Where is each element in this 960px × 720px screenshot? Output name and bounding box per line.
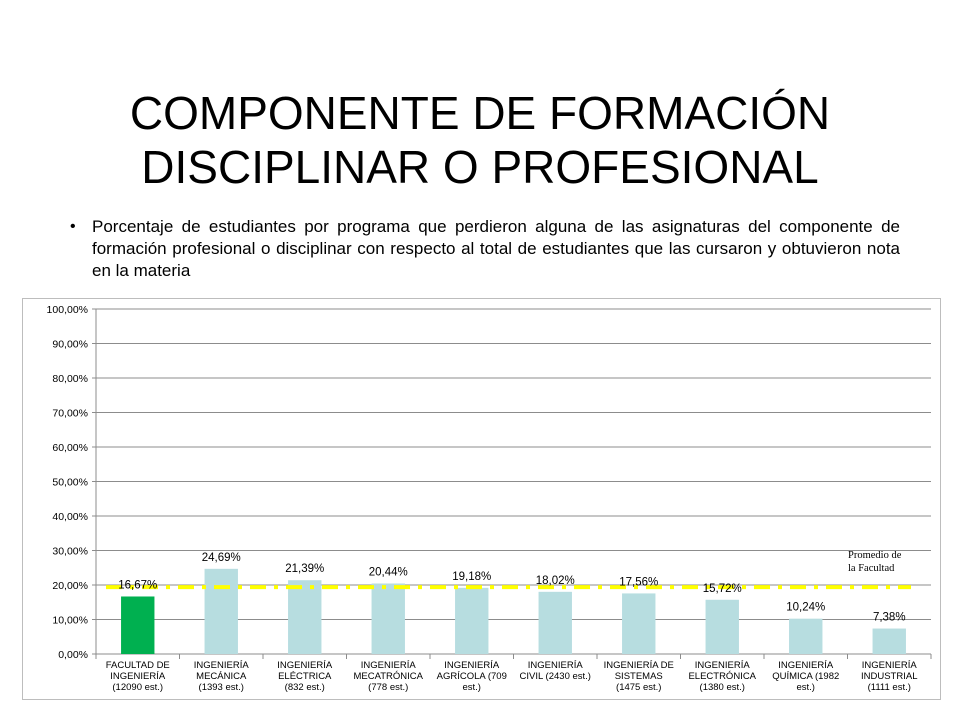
data-label: 16,67% [118,579,158,592]
category-label: INGENIERÍA [694,660,750,671]
bar [706,600,739,654]
category-label: CIVIL (2430 est.) [519,671,591,682]
data-label: 7,38% [872,611,906,624]
category-label: est.) [796,682,815,693]
slide-title-line-2: DISCIPLINAR O PROFESIONAL [141,141,819,193]
category-label: (1393 est.) [198,682,244,693]
chart-frame [22,298,941,700]
bar [873,629,906,654]
reference-line-label: la Facultad [848,563,895,575]
bar [539,592,572,654]
data-label: 20,44% [368,566,408,579]
bar [205,569,238,654]
category-label: INGENIERÍA [444,660,500,671]
bullet-icon: • [70,218,76,235]
bullet-text: Porcentaje de estudiantes por programa que perdieron alguna de las asignaturas del componente de formación profesional o disciplinar con respecto al total de estudiantes que las cursaron y obtuvieron nota en la materia [92,217,900,280]
category-label: SISTEMAS [614,671,663,682]
slide-title-line-1: COMPONENTE DE FORMACIÓN [129,87,831,139]
data-label: 17,56% [619,576,659,589]
category-label: ELECTRÓNICA [688,671,757,682]
y-tick-label: 40,00% [52,511,88,523]
category-label: INGENIERÍA [861,660,917,671]
category-label: AGRÍCOLA (709 [436,671,507,682]
category-label: INGENIERÍA [778,660,834,671]
y-tick-label: 100,00% [46,304,88,316]
category-label: INGENIERÍA [193,660,249,671]
bar [455,588,488,654]
y-tick-label: 20,00% [52,580,88,592]
y-tick-label: 0,00% [58,649,88,661]
data-label: 15,72% [702,582,742,595]
bar [372,583,405,654]
bar-chart [23,299,942,701]
category-label: (1380 est.) [699,682,745,693]
category-label: INGENIERÍA [110,671,166,682]
bar [288,580,321,654]
data-label: 24,69% [201,551,241,564]
category-label: INGENIERÍA DE [603,660,674,671]
reference-line-label: Promedio de [848,550,902,562]
category-label: (778 est.) [368,682,409,693]
y-tick-label: 70,00% [52,407,88,420]
data-label: 18,02% [535,574,575,587]
category-label: INGENIERÍA [527,660,583,671]
category-label: ELÉCTRICA [278,671,332,682]
y-tick-label: 60,00% [52,442,88,454]
data-label: 21,39% [285,563,325,576]
y-tick-label: 50,00% [52,476,88,489]
y-tick-label: 80,00% [52,373,88,385]
slide-title [40,86,920,194]
category-label: MECATRÓNICA [353,671,423,682]
y-tick-label: 10,00% [52,614,88,627]
category-label: (1475 est.) [616,682,662,693]
category-label: INGENIERÍA [277,660,333,671]
y-tick-label: 90,00% [52,338,88,351]
data-label: 10,24% [786,601,826,614]
category-label: (832 est.) [284,682,325,693]
category-label: MECÁNICA [196,671,247,682]
data-label: 19,18% [452,570,492,583]
bar [121,596,154,654]
y-tick-label: 30,00% [52,545,88,558]
category-label: FACULTAD DE [105,660,170,671]
category-label: (12090 est.) [112,682,164,693]
category-label: QUÍMICA (1982 [772,671,840,682]
category-label: INGENIERÍA [360,660,416,671]
category-label: INDUSTRIAL [861,671,918,682]
bullet-point [70,216,900,282]
bar [789,619,822,654]
bar [622,593,655,654]
category-label: (1111 est.) [867,682,911,693]
category-label: est.) [462,682,481,693]
